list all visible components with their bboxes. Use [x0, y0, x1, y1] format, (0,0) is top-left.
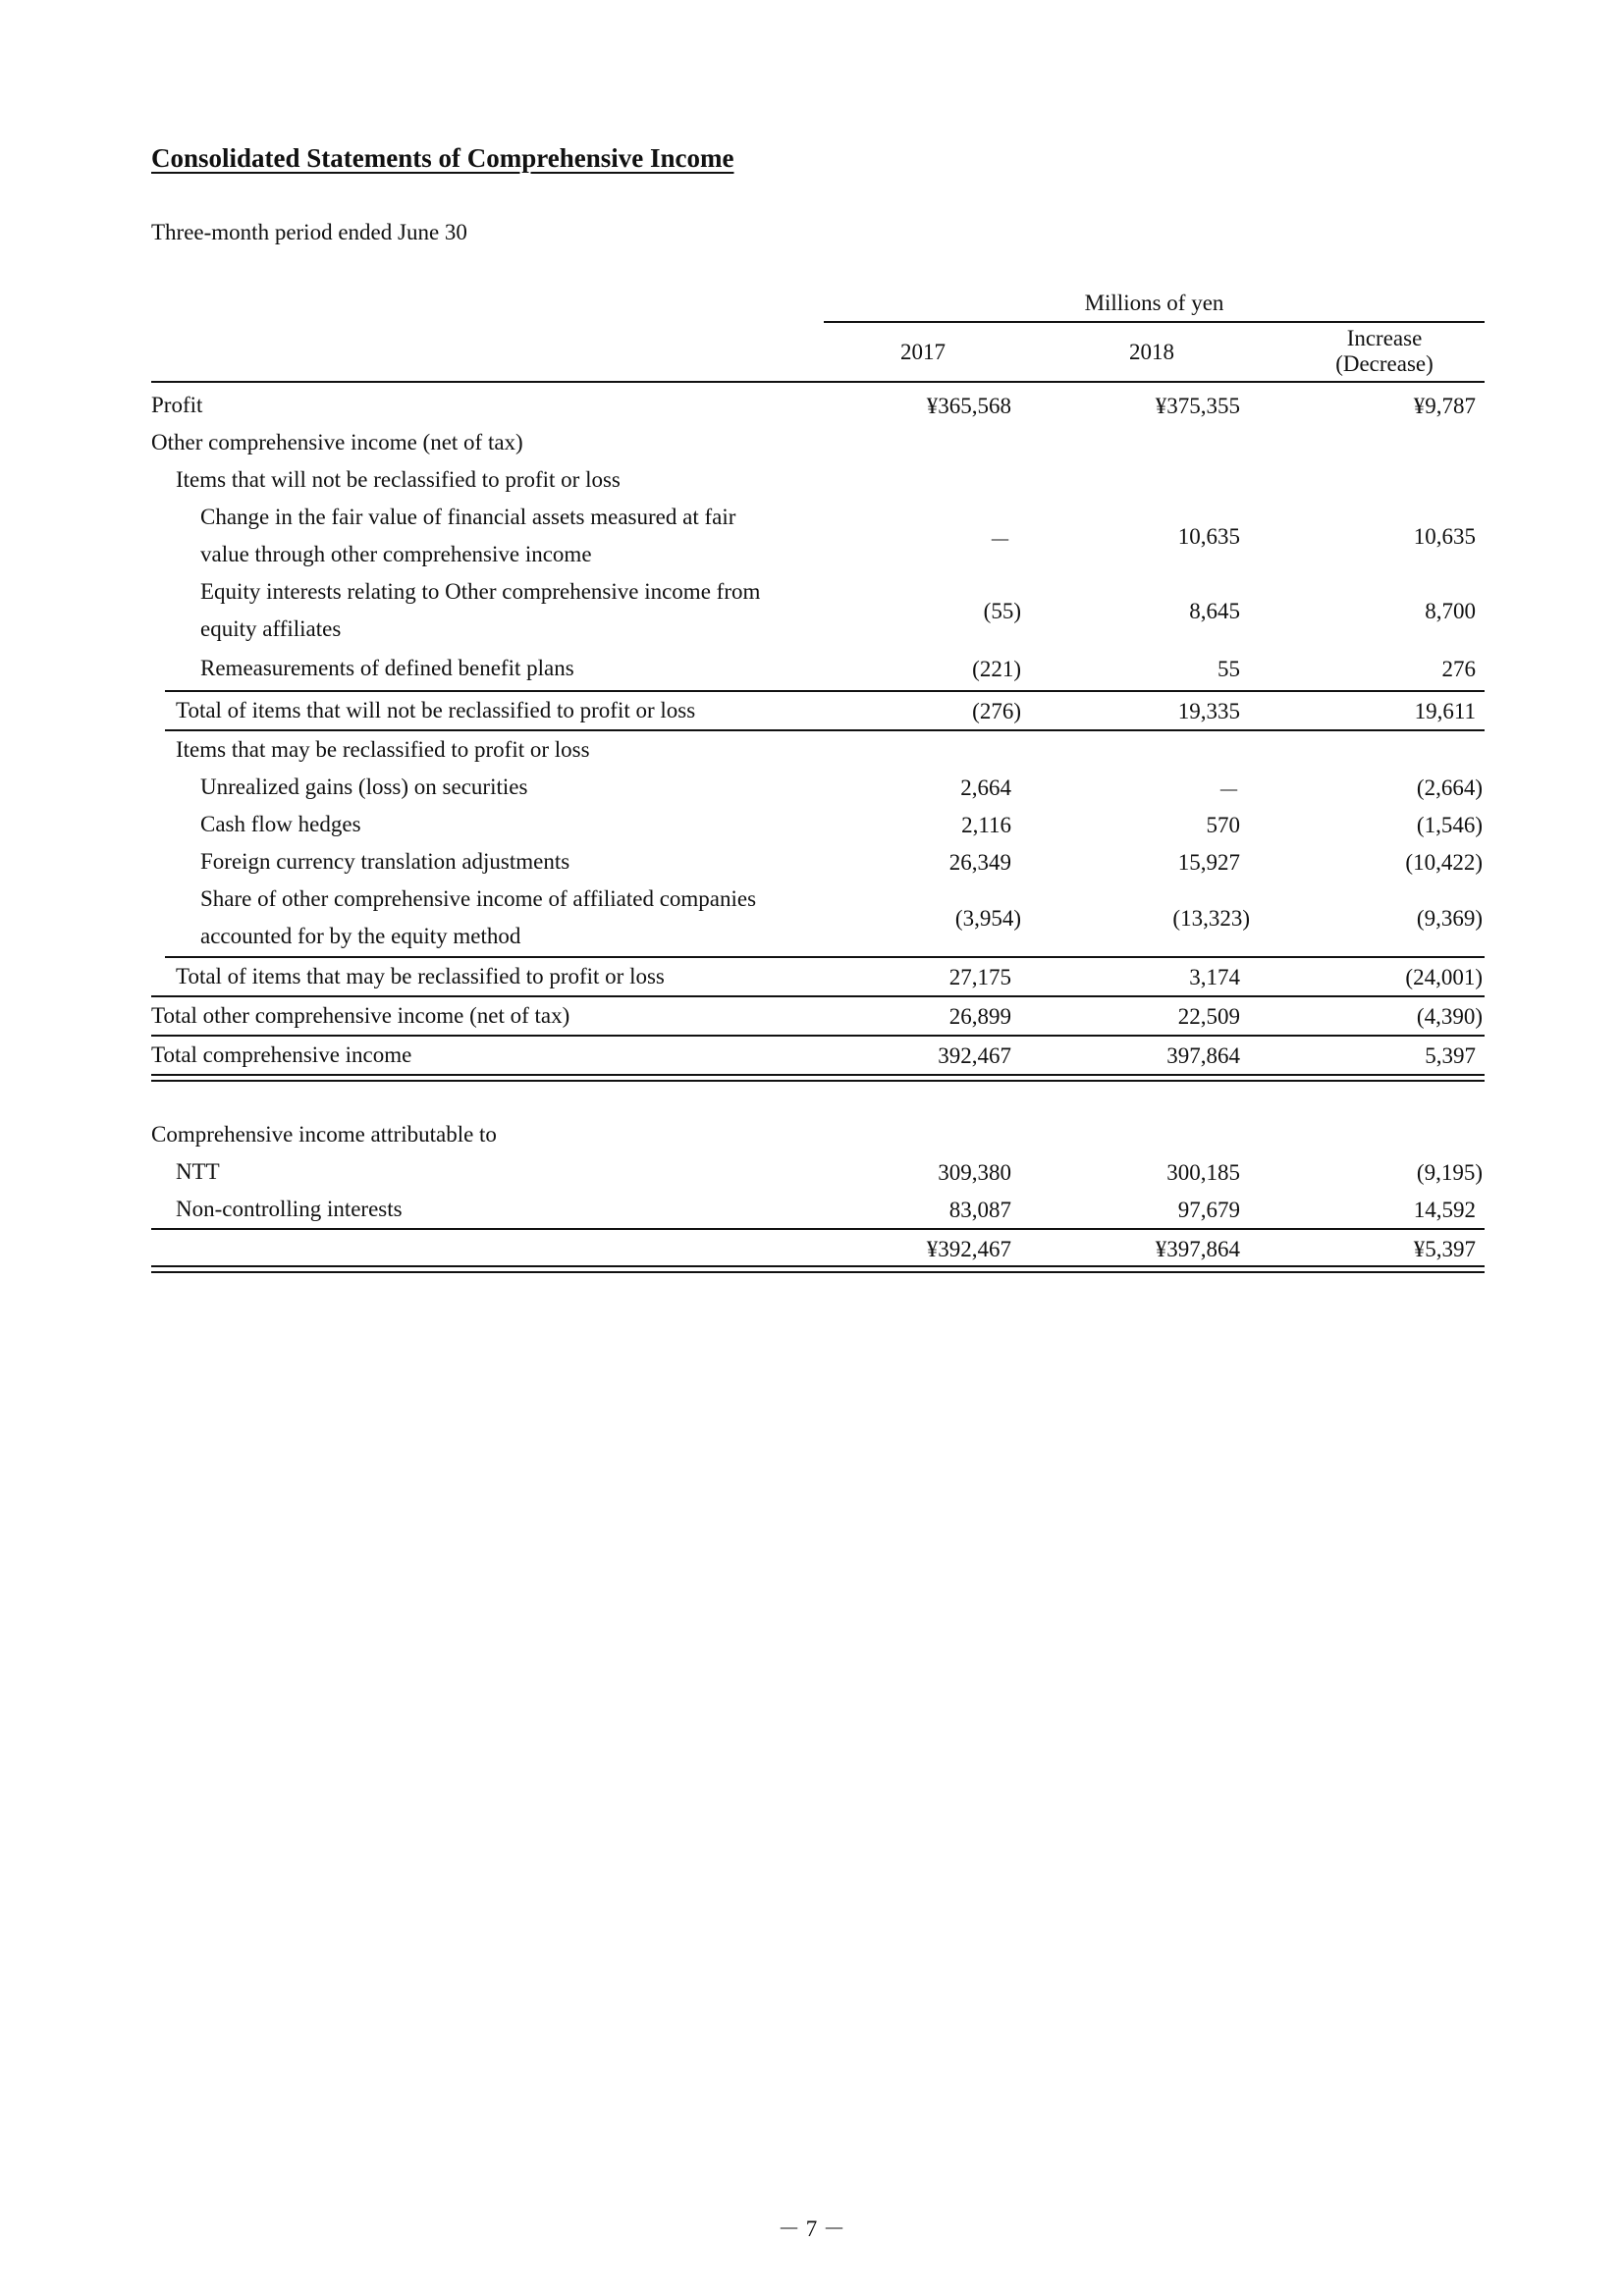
value-change: 8,700 [1425, 599, 1476, 623]
value-change: 5,397 [1425, 1043, 1476, 1068]
row-label: NTT [176, 1159, 220, 1184]
value-2018: 10,635 [1177, 524, 1240, 549]
value-2017: (3,954) [954, 906, 1021, 931]
row-label: Total of items that may be reclassified to profit or loss [176, 964, 665, 988]
value-2018: 3,174 [1189, 965, 1240, 989]
value-change: ¥9,787 [1413, 394, 1476, 418]
value-2018: 19,335 [1177, 699, 1240, 723]
value-change: 276 [1441, 657, 1476, 681]
units-label: Millions of yen [1084, 291, 1224, 315]
value-change: 14,592 [1413, 1198, 1476, 1222]
value-2017: 309,380 [938, 1160, 1011, 1185]
row-label: Comprehensive income attributable to [151, 1122, 497, 1147]
row-label: Total of items that will not be reclassified to profit or loss [176, 698, 696, 722]
value-2017: 27,175 [948, 965, 1011, 989]
row-label: Items that will not be reclassified to profit or loss [176, 467, 621, 492]
row-label-line2: equity affiliates [200, 616, 342, 641]
value-2018: 15,927 [1177, 850, 1240, 875]
value-2017: ¥365,568 [926, 394, 1011, 418]
grand-total-double-rule [151, 1074, 1485, 1082]
value-2017: － [989, 528, 1011, 553]
row-label: Items that may be reclassified to profit or loss [176, 737, 590, 762]
row-label: Cash flow hedges [200, 812, 361, 836]
row-label-line1: Equity interests relating to Other comprehensive income from [200, 579, 761, 604]
row-label: Other comprehensive income (net of tax) [151, 430, 523, 454]
value-2018: 397,864 [1166, 1043, 1240, 1068]
value-change: (9,195) [1416, 1160, 1483, 1185]
row-label-line1: Change in the fair value of financial assets measured at fair [200, 505, 736, 529]
value-2017: (55) [983, 599, 1021, 623]
period-subtitle: Three-month period ended June 30 [151, 220, 467, 244]
value-2017: 392,467 [938, 1043, 1011, 1068]
grand-total-double-rule [151, 1265, 1485, 1273]
value-2017: (221) [972, 657, 1021, 681]
value-change: (1,546) [1416, 813, 1483, 837]
row-label-line2: accounted for by the equity method [200, 924, 521, 948]
value-2017: 2,116 [961, 813, 1011, 837]
total-rule [151, 1228, 1485, 1230]
value-2018: 570 [1206, 813, 1240, 837]
page-number: － 7 － [778, 2216, 845, 2241]
value-change: ¥5,397 [1413, 1237, 1476, 1261]
row-label: Total comprehensive income [151, 1042, 412, 1067]
value-2017: 83,087 [948, 1198, 1011, 1222]
row-label: Foreign currency translation adjustments [200, 849, 570, 874]
value-2018: (13,323) [1172, 906, 1250, 931]
value-change: 10,635 [1413, 524, 1476, 549]
row-label: Remeasurements of defined benefit plans [200, 656, 574, 680]
value-change: (4,390) [1416, 1004, 1483, 1029]
row-label-line1: Share of other comprehensive income of affiliated companies [200, 886, 757, 911]
value-2018: 55 [1217, 657, 1240, 681]
value-2017: 26,349 [948, 850, 1011, 875]
column-header-change-line2: (Decrease) [1335, 351, 1434, 376]
value-2018: － [1217, 778, 1240, 803]
row-label: Profit [151, 393, 203, 417]
value-2018: ¥397,864 [1155, 1237, 1240, 1261]
column-header-2018: 2018 [1129, 340, 1174, 364]
value-change: (9,369) [1416, 906, 1483, 931]
row-label: Non-controlling interests [176, 1197, 403, 1221]
value-2017: 26,899 [948, 1004, 1011, 1029]
value-2017: 2,664 [960, 775, 1011, 800]
value-2017: ¥392,467 [926, 1237, 1011, 1261]
column-header-change-line1: Increase [1346, 326, 1423, 350]
row-label-line2: value through other comprehensive income [200, 542, 592, 566]
value-2018: 300,185 [1166, 1160, 1240, 1185]
column-header-2017: 2017 [900, 340, 946, 364]
value-change: 19,611 [1414, 699, 1476, 723]
value-2017: (276) [972, 699, 1021, 723]
value-change: (10,422) [1405, 850, 1483, 875]
row-label: Total other comprehensive income (net of tax) [151, 1003, 570, 1028]
value-2018: 97,679 [1177, 1198, 1240, 1222]
row-label: Unrealized gains (loss) on securities [200, 774, 528, 799]
value-2018: ¥375,355 [1155, 394, 1240, 418]
value-change: (24,001) [1405, 965, 1483, 989]
value-2018: 22,509 [1177, 1004, 1240, 1029]
value-2018: 8,645 [1189, 599, 1240, 623]
value-change: (2,664) [1416, 775, 1483, 800]
statement-title: Consolidated Statements of Comprehensive Income [151, 143, 734, 173]
